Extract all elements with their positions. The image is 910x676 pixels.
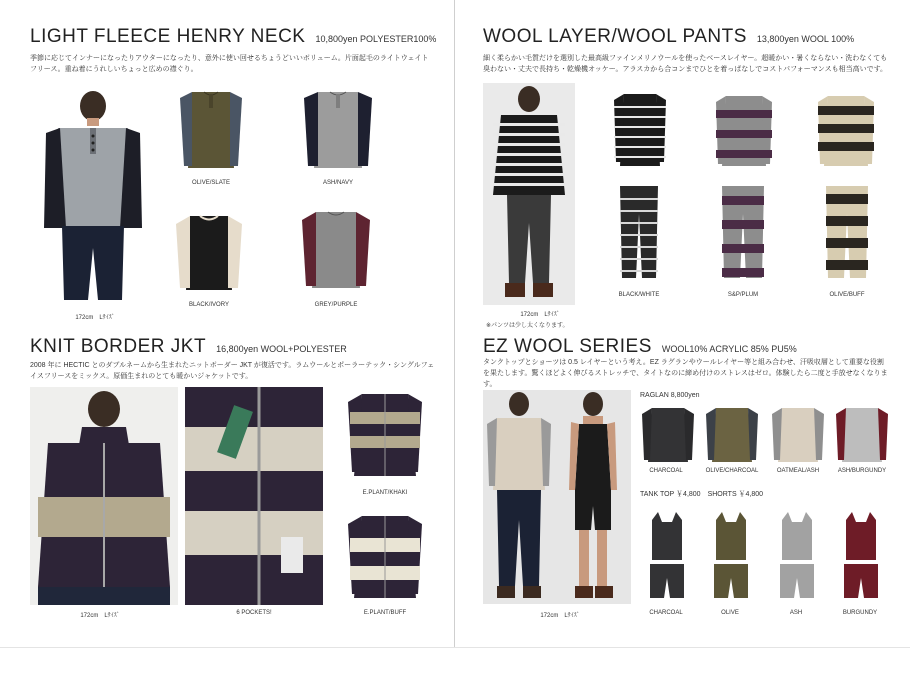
ez-shorts-olive — [712, 564, 750, 598]
ez-raglan-color-2: OLIVE/CHARCOAL — [705, 468, 759, 474]
wool-color-label-1: BLACK/WHITE — [618, 292, 660, 298]
ez-tank-color-1: CHARCOAL — [649, 610, 683, 616]
ez-tank-charcoal — [650, 512, 684, 560]
ez-tank-burgundy — [844, 512, 878, 560]
wool-model-note: ※パンツは少し太くなります。 — [486, 323, 569, 329]
wool-description: 細く柔らかい毛質だけを選別した最高級ファインメリノウールを使ったベースレイヤー。超暖かい・暑くならない・洗わなくても臭わない・丈夫で長持ち・乾燥機オッケー。アラスカから合コンまでひとを着っぱなしでコストパフォーマンスも相当高いです。 — [483, 55, 888, 73]
ez-raglan-charcoal — [640, 404, 696, 464]
ez-model-caption: 172cm Lｻｲｽﾞ — [540, 613, 580, 619]
knit-detail-caption: 6 POCKETS! — [236, 610, 272, 616]
henry-color-label-2: ASH/NAVY — [323, 180, 353, 186]
ez-title — [483, 336, 797, 358]
wool-pants-sp-plum — [718, 184, 768, 280]
ez-raglan-color-1: CHARCOAL — [649, 468, 683, 474]
knit-swatch-eplant-khaki — [344, 388, 426, 480]
ez-tank-ash — [780, 512, 814, 560]
ez-title-text: EZ WOOL SERIES — [483, 336, 652, 357]
ez-tank-shorts-label: TANK TOP ￥4,800 SHORTS ￥4,800 — [640, 491, 764, 498]
ez-raglan-ash-burgundy — [834, 404, 890, 464]
page-fold — [454, 0, 455, 647]
henry-color-label-3: BLACK/IVORY — [189, 302, 229, 308]
wool-color-label-2: S&P/PLUM — [727, 292, 759, 298]
henry-swatch-black-ivory — [174, 212, 244, 296]
ez-tank-color-4: BURGUNDY — [842, 610, 878, 616]
wool-title-text: WOOL LAYER/WOOL PANTS — [483, 26, 747, 47]
knit-swatch-eplant-buff — [344, 510, 426, 602]
wool-top-olive-buff — [816, 92, 876, 170]
henry-swatch-olive-slate — [178, 88, 244, 176]
wool-meta: 13,800yen WOOL 100% — [756, 34, 855, 44]
knit-description: 2008 年に HECTIC とのダブルネームから生まれたニットボーダー JKT が復活です。ラムウールとポーラーテック・シングルフェイスフリースをミックス。原価生まれのとても暖かいジャケットです。 — [30, 362, 435, 380]
henry-swatch-grey-purple — [300, 208, 372, 294]
henry-title-text: LIGHT FLEECE HENRY NECK — [30, 26, 306, 47]
henry-model-caption: 172cm Lｻｲｽﾞ — [75, 315, 115, 321]
ez-tank-color-2: OLIVE — [721, 610, 739, 616]
ez-raglan-color-4: ASH/BURGUNDY — [837, 468, 887, 474]
henry-model-photo — [38, 88, 148, 306]
ez-tank-color-3: ASH — [789, 610, 803, 616]
ez-raglan-color-3: OATMEAL/ASH — [776, 468, 820, 474]
ez-raglan-oatmeal-ash — [770, 404, 826, 464]
knit-pocket-detail-photo — [185, 387, 323, 605]
knit-color-label-1: E.PLANT/KHAKI — [362, 490, 408, 496]
ez-raglan-label: RAGLAN 8,800yen — [640, 392, 700, 399]
knit-title-text: KNIT BORDER JKT — [30, 336, 207, 357]
knit-model-caption: 172cm Lｻｲｽﾞ — [80, 613, 120, 619]
henry-swatch-ash-navy — [302, 88, 374, 176]
wool-pants-olive-buff — [822, 184, 872, 280]
wool-pants-black-white — [616, 184, 662, 280]
wool-top-sp-plum — [714, 92, 774, 170]
ez-model-photo — [483, 390, 631, 604]
henry-description: 季節に応じてインナーになったりアウターになったり、意外に使い回せるちょうどいいボリューム。片面起毛のライトウェイトフリース。重ね着にうれしいちょっと広めの襟ぐり。 — [30, 55, 429, 73]
wool-color-label-3: OLIVE/BUFF — [829, 292, 865, 298]
ez-meta: WOOL10% ACRYLIC 85% PU5% — [661, 344, 797, 354]
henry-meta: 10,800yen POLYESTER100% — [315, 34, 437, 44]
wool-model-photo — [483, 83, 575, 305]
wool-top-black-white — [612, 90, 668, 170]
knit-meta: 16,800yen WOOL+POLYESTER — [216, 344, 347, 354]
henry-color-label-1: OLIVE/SLATE — [192, 180, 230, 186]
ez-description: タンクトップとショーツは 0.5 レイヤーという考え。EZ ラグランやウールレイヤー等と組み合わせ、汗吸収層として重要な役割を果たします。驚くほどよく伸びるストレッチで、タイトなのに締め付けのストレスはゼロ。体験したら二度と手放せなくなります。 — [483, 359, 888, 388]
knit-title — [30, 336, 347, 358]
knit-color-label-2: E.PLANT/BUFF — [363, 610, 407, 616]
ez-shorts-burgundy — [842, 564, 880, 598]
henry-title — [30, 26, 436, 48]
ez-shorts-ash — [778, 564, 816, 598]
henry-color-label-4: GREY/PURPLE — [314, 302, 358, 308]
wool-title — [483, 26, 854, 48]
ez-tank-olive — [714, 512, 748, 560]
ez-shorts-charcoal — [648, 564, 686, 598]
wool-model-caption: 172cm Lｻｲｽﾞ — [520, 312, 560, 318]
bottom-margin — [0, 647, 910, 676]
knit-model-photo — [30, 387, 178, 605]
ez-raglan-olive-charcoal — [704, 404, 760, 464]
